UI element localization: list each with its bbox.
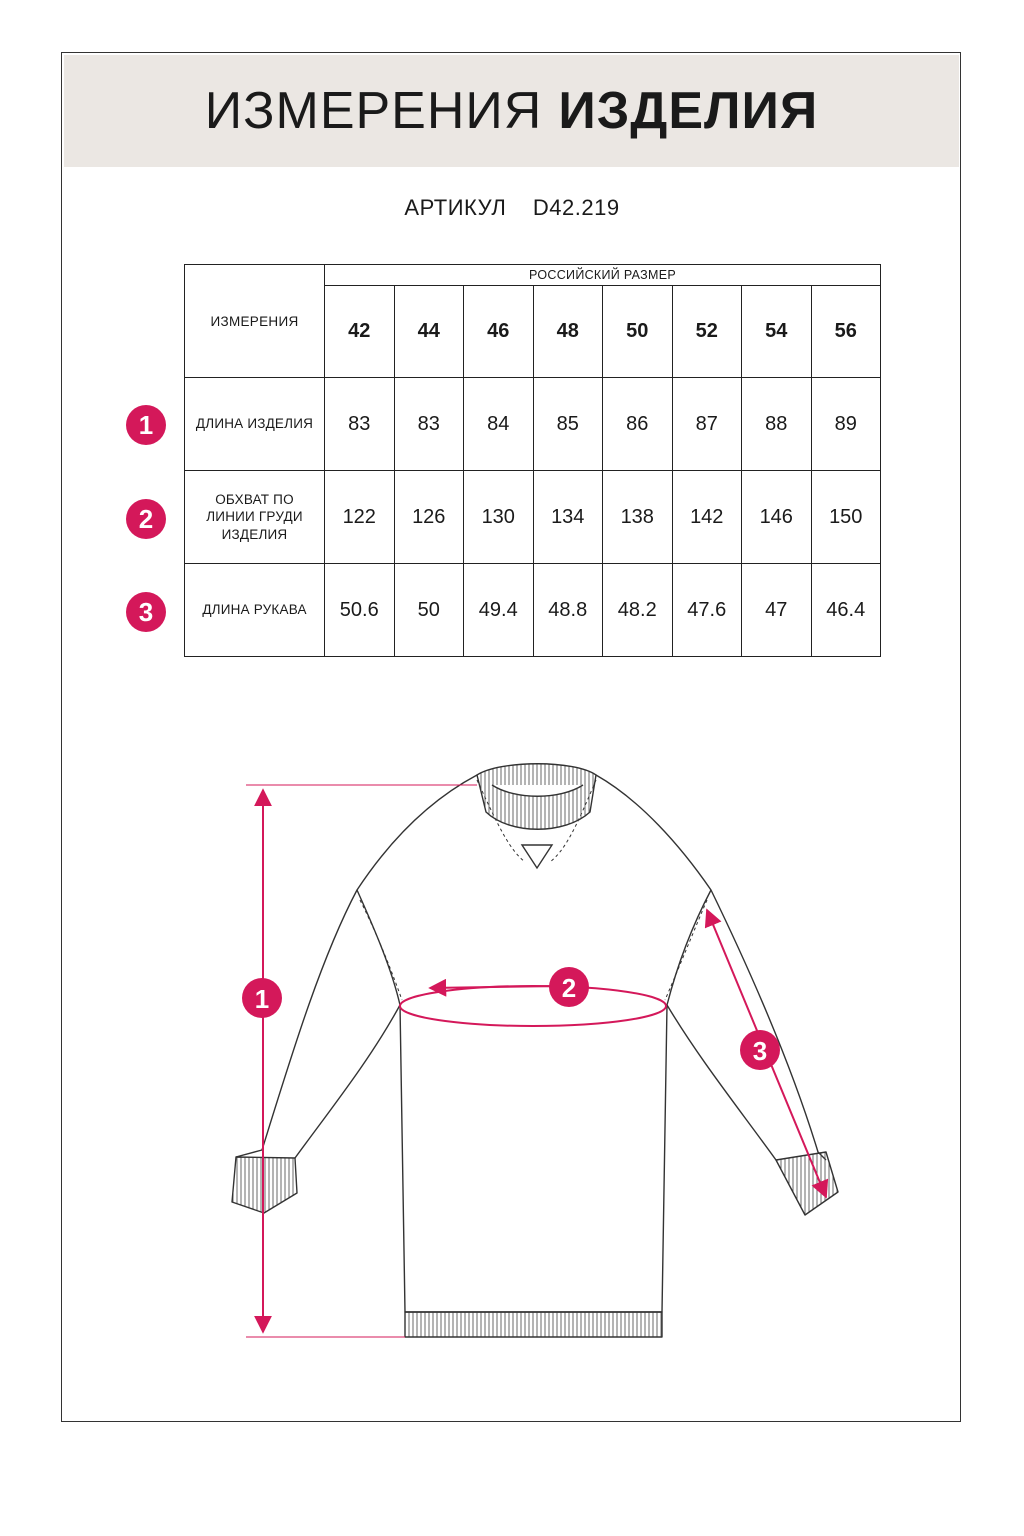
- row-marker-2: 2: [126, 499, 166, 539]
- title-bold: ИЗДЕЛИЯ: [558, 82, 819, 140]
- row-label-length: ДЛИНА ИЗДЕЛИЯ: [185, 378, 325, 471]
- table-cell: 86: [603, 378, 673, 471]
- table-cell: 85: [533, 378, 603, 471]
- table-cell: 46.4: [811, 564, 881, 657]
- table-cell: 49.4: [464, 564, 534, 657]
- diagram-marker-3: [740, 1030, 780, 1070]
- size-header: 50: [603, 286, 673, 378]
- table-cell: 87: [672, 378, 742, 471]
- measurements-header: ИЗМЕРЕНИЯ: [185, 265, 325, 378]
- table-cell: 134: [533, 471, 603, 564]
- table-cell: 138: [603, 471, 673, 564]
- table-cell: 150: [811, 471, 881, 564]
- chest-measure: [400, 986, 666, 1026]
- article-label: АРТИКУЛ: [404, 195, 507, 220]
- table-cell: 122: [325, 471, 395, 564]
- diagram-marker-2: [549, 967, 589, 1007]
- table-cell: 146: [742, 471, 812, 564]
- label-line: ЛИНИИ ГРУДИ: [206, 509, 303, 525]
- article-code: D42.219: [532, 195, 620, 220]
- row-marker-3: 3: [126, 592, 166, 632]
- label-line: ИЗДЕЛИЯ: [221, 526, 288, 542]
- table-cell: 126: [394, 471, 464, 564]
- table-cell: 48.2: [603, 564, 673, 657]
- row-label-sleeve: ДЛИНА РУКАВА: [185, 564, 325, 657]
- table-cell: 130: [464, 471, 534, 564]
- diagram-marker-1: [242, 978, 282, 1018]
- table-cell: 89: [811, 378, 881, 471]
- table-cell: 84: [464, 378, 534, 471]
- table-cell: 83: [394, 378, 464, 471]
- russian-size-caption: РОССИЙСКИЙ РАЗМЕР: [325, 265, 881, 286]
- table-cell: 47.6: [672, 564, 742, 657]
- title-light: ИЗМЕРЕНИЯ: [204, 82, 543, 140]
- size-header: 54: [742, 286, 812, 378]
- diagram-marker-2-text: 2: [561, 973, 577, 1003]
- collar-rib: [477, 764, 596, 868]
- table-cell: 88: [742, 378, 812, 471]
- table-cell: 50.6: [325, 564, 395, 657]
- size-header: 52: [672, 286, 742, 378]
- table-cell: 83: [325, 378, 395, 471]
- table-cell: 142: [672, 471, 742, 564]
- size-header: 48: [533, 286, 603, 378]
- diagram-marker-3-text: 3: [752, 1036, 768, 1066]
- size-header: 44: [394, 286, 464, 378]
- size-header: 42: [325, 286, 395, 378]
- diagram-marker-1-text: 1: [254, 984, 270, 1014]
- size-header: 56: [811, 286, 881, 378]
- table-cell: 47: [742, 564, 812, 657]
- table-cell: 48.8: [533, 564, 603, 657]
- row-marker-1: 1: [126, 405, 166, 445]
- length-measure: [246, 785, 477, 1337]
- table-cell: 50: [394, 564, 464, 657]
- label-line: ОБХВАТ ПО: [215, 491, 294, 507]
- size-header: 46: [464, 286, 534, 378]
